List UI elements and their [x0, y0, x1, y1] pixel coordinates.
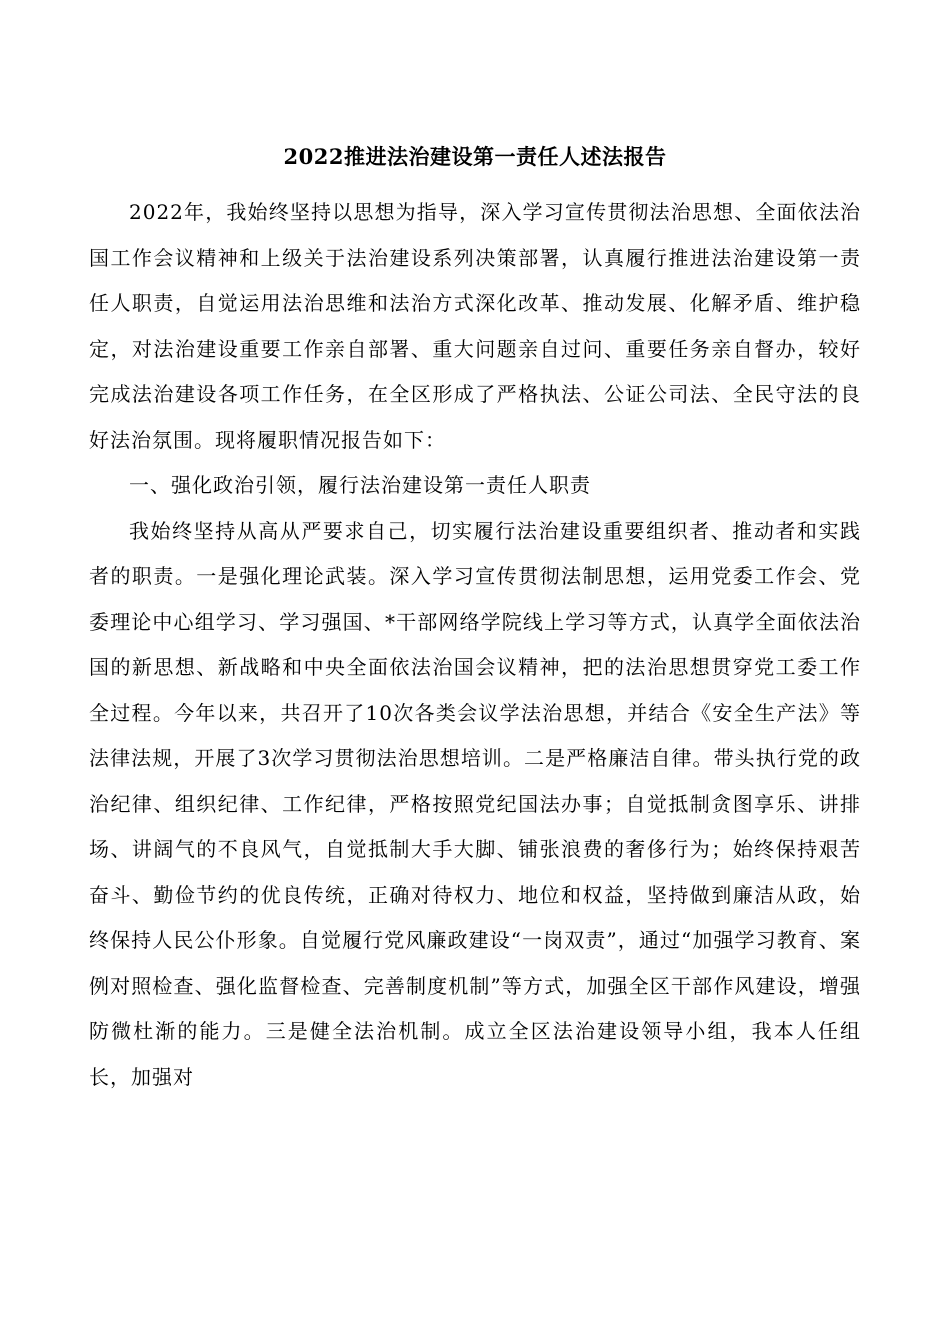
intro-paragraph: 2022年，我始终坚持以思想为指导，深入学习宣传贯彻法治思想、全面依法治国工作会议精神和上级关于法治建设系列决策部署，认真履行推进法治建设第一责任人职责，自觉运用法治思维和法治方式深化改革、推动发展、化解矛盾、维护稳定，对法治建设重要工作亲自部署、重大问题亲自过问、重要任务亲自督办，较好完成法治建设各项工作任务，在全区形成了严格执法、公证公司法、全民守法的良好法治氛围。现将履职情况报告如下：: [89, 200, 861, 452]
section-heading-1: 一、强化政治引领，履行法治建设第一责任人职责: [129, 473, 591, 497]
document-body: [89, 140, 861, 1100]
document-title: 2022推进法治建设第一责任人述法报告: [283, 144, 667, 169]
section-1-paragraph: 我始终坚持从高从严要求自己，切实履行法治建设重要组织者、推动者和实践者的职责。一是强化理论武装。深入学习宣传贯彻法制思想，运用党委工作会、党委理论中心组学习、学习强国、*干部网络学院线上学习等方式，认真学全面依法治国的新思想、新战略和中央全面依法治国会议精神，把的法治思想贯穿党工委工作全过程。今年以来，共召开了10次各类会议学法治思想，并结合《安全生产法》等法律法规，开展了3次学习贯彻法治思想培训。二是严格廉洁自律。带头执行党的政治纪律、组织纪律、工作纪律，严格按照党纪国法办事；自觉抵制贪图享乐、讲排场、讲阔气的不良风气，自觉抵制大手大脚、铺张浪费的奢侈行为；始终保持艰苦奋斗、勤俭节约的优良传统，正确对待权力、地位和权益，坚持做到廉洁从政，始终保持人民公仆形象。自觉履行党风廉政建设“一岗双责”，通过“加强学习教育、案例对照检查、强化监督检查、完善制度机制”等方式，加强全区干部作风建设，增强防微杜渐的能力。三是健全法治机制。成立全区法治建设领导小组，我本人任组长，加强对: [89, 518, 861, 1089]
